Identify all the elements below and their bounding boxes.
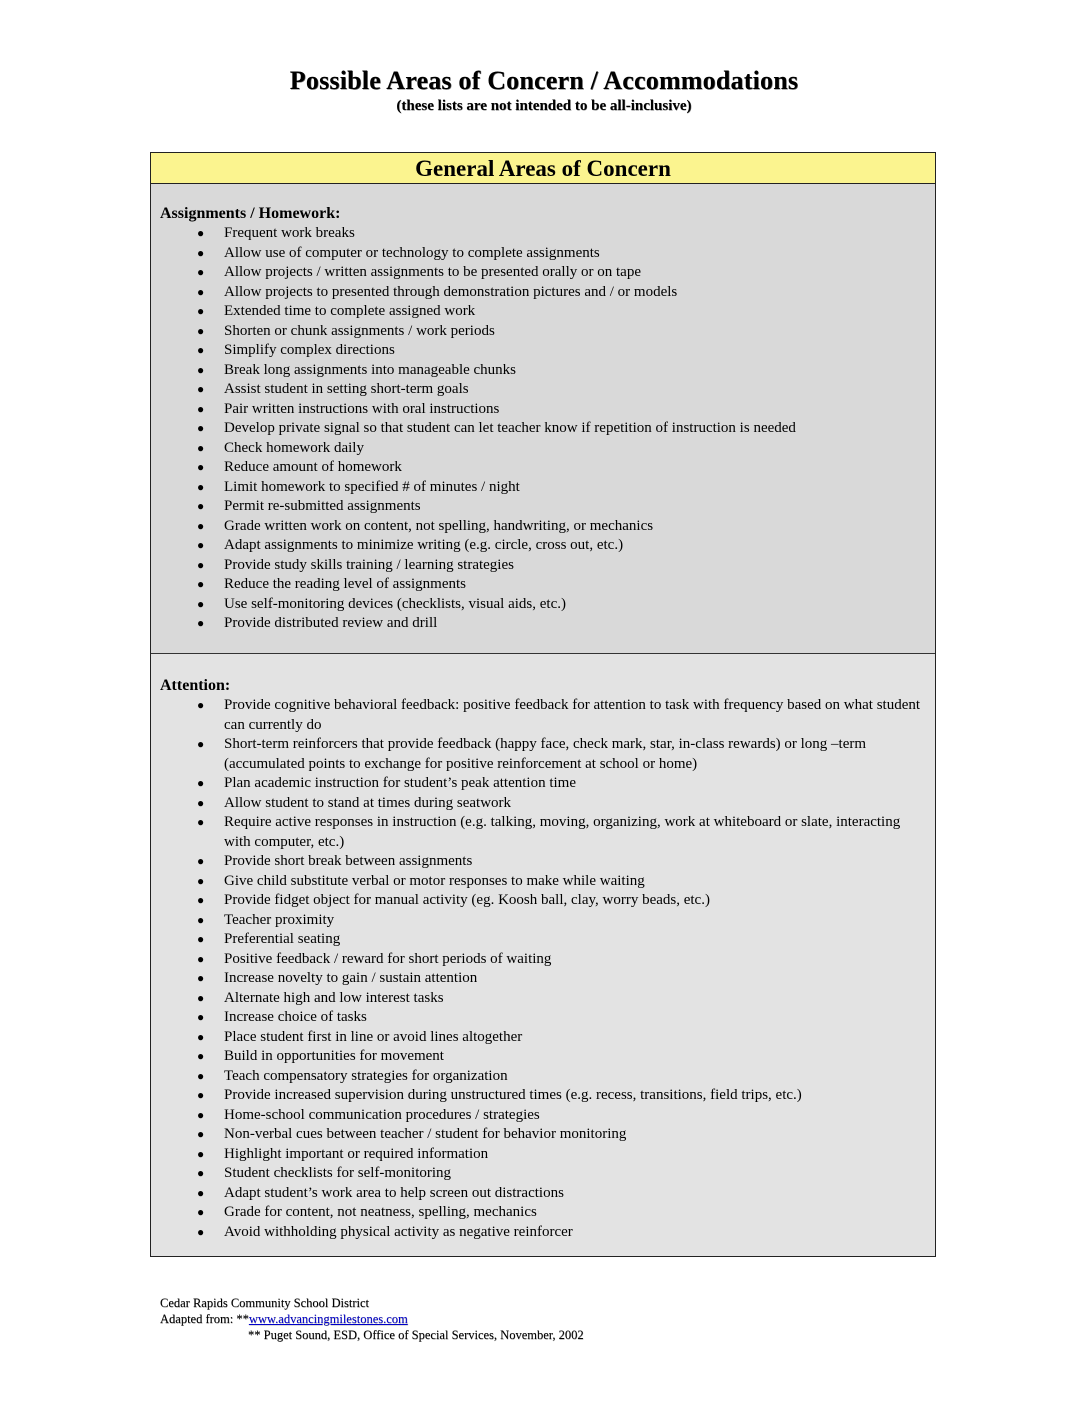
- list-item: [160, 400, 935, 420]
- list-item: [160, 696, 935, 735]
- list-item: [160, 1223, 935, 1243]
- bullet-list: [160, 696, 935, 1242]
- list-item-text: Provide study skills training / learning strategies: [224, 556, 514, 573]
- list-item-text: Avoid withholding physical activity as negative reinforcer: [224, 1223, 573, 1240]
- list-item: [160, 575, 935, 595]
- list-item-text: Reduce the reading level of assignments: [224, 576, 467, 592]
- list-item: [160, 1164, 935, 1184]
- list-item: [160, 478, 935, 498]
- list-item: [160, 1028, 935, 1048]
- list-item: [160, 911, 935, 931]
- list-item-text: Provide fidget object for manual activity (eg. Koosh ball, clay, worry beads, etc.): [224, 892, 710, 908]
- list-item: [160, 361, 935, 381]
- list-item-text: Provide distributed review and drill: [224, 615, 438, 631]
- list-item-text: Break long assignments into manageable chunks: [224, 361, 517, 378]
- bullet-icon: ●: [197, 616, 205, 630]
- footer-adapted-prefix: Adapted from: **: [160, 1312, 249, 1326]
- bullet-icon: ●: [197, 577, 205, 591]
- list-item: [160, 302, 935, 322]
- list-item: [160, 989, 935, 1009]
- list-item-text: Simplify complex directions: [224, 342, 395, 358]
- list-item-text: Preferential seating: [224, 931, 341, 947]
- bullet-list: [160, 224, 935, 634]
- list-item: [160, 950, 935, 970]
- list-item: [160, 341, 935, 361]
- section-assignments-homework: [151, 184, 935, 654]
- list-item: [160, 439, 935, 459]
- bullet-icon: ●: [197, 1127, 205, 1141]
- bullet-icon: ●: [197, 1068, 205, 1083]
- list-item-text: Positive feedback / reward for short periods of waiting: [224, 950, 552, 967]
- list-item: [160, 517, 935, 537]
- list-item-text: Allow use of computer or technology to complete assignments: [224, 244, 600, 261]
- list-item-text: Plan academic instruction for student’s peak attention time: [224, 775, 576, 791]
- list-item-text: Increase novelty to gain / sustain attention: [224, 970, 478, 986]
- bullet-icon: ●: [197, 323, 205, 338]
- list-item-text: Place student first in line or avoid lines altogether: [224, 1028, 523, 1045]
- list-item: [160, 872, 935, 892]
- bullet-icon: ●: [197, 1224, 205, 1239]
- list-item-text: Short-term reinforcers that provide feedback (happy face, check mark, star, in-class rewards) or long –term (accumulated points to exchange for positive reinforcement at school or home): [224, 736, 867, 772]
- bullet-icon: ●: [197, 440, 205, 455]
- list-item: [160, 536, 935, 556]
- list-item: [160, 614, 935, 634]
- list-item-text: Student checklists for self-monitoring: [224, 1165, 452, 1181]
- list-item: [160, 244, 935, 264]
- footer-adapted: [160, 1311, 584, 1327]
- list-item-text: Require active responses in instruction (e.g. talking, moving, organizing, work at whiteboard or slate, interacting with computer, etc.): [224, 814, 901, 850]
- bullet-icon: ●: [197, 1049, 205, 1063]
- page-subtitle: (these lists are not intended to be all-inclusive): [396, 98, 692, 114]
- list-item-text: Frequent work breaks: [224, 225, 355, 241]
- list-item: [160, 1067, 935, 1087]
- list-item-text: Non-verbal cues between teacher / student for behavior monitoring: [224, 1126, 627, 1142]
- bullet-icon: ●: [197, 596, 205, 611]
- list-item: [160, 930, 935, 950]
- list-item: [160, 891, 935, 911]
- bullet-icon: ●: [197, 1166, 205, 1180]
- advancing-milestones-link[interactable]: www.advancingmilestones.com: [248, 1312, 408, 1326]
- bullet-icon: ●: [197, 951, 205, 966]
- footer-source: ** Puget Sound, ESD, Office of Special Services, November, 2002: [248, 1328, 584, 1342]
- list-item-text: Shorten or chunk assignments / work periods: [224, 322, 495, 339]
- bullet-icon: ●: [197, 893, 205, 907]
- list-item: [160, 322, 935, 342]
- list-item-text: Adapt assignments to minimize writing (e.g. circle, cross out, etc.): [224, 537, 624, 553]
- list-item-text: Grade written work on content, not spelling, handwriting, or mechanics: [224, 517, 654, 534]
- list-item-text: Pair written instructions with oral instructions: [224, 400, 500, 417]
- list-item-text: Allow projects to presented through demonstration pictures and / or models: [224, 283, 678, 300]
- footer-district: Cedar Rapids Community School District: [160, 1296, 370, 1310]
- section-heading: Assignments / Homework:: [160, 205, 341, 222]
- section-attention: [151, 654, 935, 1242]
- list-item: [160, 224, 935, 244]
- concerns-table: [150, 152, 936, 1257]
- bullet-icon: ●: [197, 460, 205, 474]
- list-item-text: Give child substitute verbal or motor responses to make while waiting: [224, 872, 645, 889]
- bullet-icon: ●: [197, 1010, 205, 1024]
- bullet-icon: ●: [197, 245, 205, 260]
- list-item-text: Adapt student’s work area to help screen out distractions: [224, 1184, 564, 1201]
- bullet-icon: ●: [197, 971, 205, 985]
- bullet-icon: ●: [197, 854, 205, 868]
- bullet-icon: ●: [197, 343, 205, 357]
- list-item: [160, 813, 935, 852]
- bullet-icon: ●: [197, 284, 205, 299]
- list-item-text: Alternate high and low interest tasks: [224, 989, 444, 1006]
- bullet-icon: ●: [197, 737, 205, 751]
- bullet-icon: ●: [197, 479, 205, 494]
- list-item: [160, 556, 935, 576]
- bullet-icon: ●: [197, 1185, 205, 1200]
- list-item: [160, 595, 935, 615]
- list-item: [160, 1184, 935, 1204]
- list-item-text: Check homework daily: [224, 439, 364, 456]
- list-item: [160, 774, 935, 794]
- page-title: Possible Areas of Concern / Accommodations: [289, 66, 799, 95]
- list-item-text: Reduce amount of homework: [224, 459, 402, 475]
- list-item: [160, 1106, 935, 1126]
- list-item: [160, 852, 935, 872]
- bullet-icon: ●: [197, 557, 205, 572]
- bullet-icon: ●: [197, 698, 205, 712]
- bullet-icon: ●: [197, 795, 205, 810]
- bullet-icon: ●: [197, 421, 205, 435]
- list-item-text: Allow student to stand at times during seatwork: [224, 794, 512, 811]
- list-item-text: Assist student in setting short-term goals: [224, 381, 469, 397]
- list-item-text: Extended time to complete assigned work: [224, 303, 476, 319]
- list-item: [160, 458, 935, 478]
- list-item-text: Increase choice of tasks: [224, 1009, 367, 1025]
- list-item: [160, 283, 935, 303]
- list-item-text: Allow projects / written assignments to be presented orally or on tape: [224, 264, 641, 280]
- list-item-text: Provide short break between assignments: [224, 853, 473, 869]
- bullet-icon: ●: [197, 1146, 205, 1161]
- list-item: [160, 497, 935, 517]
- bullet-icon: ●: [197, 304, 205, 318]
- bullet-icon: ●: [197, 499, 205, 513]
- list-item-text: Provide cognitive behavioral feedback: positive feedback for attention to task with frequency based on what student can currently do: [224, 697, 921, 733]
- footer: [160, 1295, 584, 1343]
- list-item: [160, 1086, 935, 1106]
- list-item: [160, 263, 935, 283]
- list-item: [160, 1125, 935, 1145]
- list-item: [160, 380, 935, 400]
- bullet-icon: ●: [197, 912, 205, 927]
- list-item-text: Teacher proximity: [224, 911, 335, 928]
- bullet-icon: ●: [197, 1107, 205, 1122]
- bullet-icon: ●: [197, 1029, 205, 1044]
- list-item: [160, 969, 935, 989]
- bullet-icon: ●: [197, 1205, 205, 1219]
- list-item: [160, 1145, 935, 1165]
- list-item: [160, 1203, 935, 1223]
- bullet-icon: ●: [197, 362, 205, 377]
- list-item-text: Limit homework to specified # of minutes / night: [224, 478, 520, 495]
- section-heading: Attention:: [160, 677, 231, 694]
- bullet-icon: ●: [197, 776, 205, 790]
- list-item-text: Use self-monitoring devices (checklists, visual aids, etc.): [224, 595, 566, 612]
- list-item: [160, 1008, 935, 1028]
- list-item-text: Home-school communication procedures / strategies: [224, 1106, 540, 1123]
- list-item: [160, 419, 935, 439]
- bullet-icon: ●: [197, 518, 205, 533]
- list-item-text: Highlight important or required information: [224, 1145, 489, 1162]
- list-item-text: Grade for content, not neatness, spelling, mechanics: [224, 1204, 537, 1220]
- bullet-icon: ●: [197, 815, 205, 829]
- bullet-icon: ●: [197, 932, 205, 946]
- bullet-icon: ●: [197, 1088, 205, 1102]
- table-header: General Areas of Concern: [151, 153, 935, 184]
- bullet-icon: ●: [197, 990, 205, 1005]
- list-item-text: Permit re-submitted assignments: [224, 498, 421, 514]
- list-item-text: Provide increased supervision during unstructured times (e.g. recess, transitions, field trips, etc.): [224, 1087, 802, 1103]
- bullet-icon: ●: [197, 382, 205, 396]
- bullet-icon: ●: [197, 226, 205, 240]
- bullet-icon: ●: [197, 873, 205, 888]
- list-item-text: Develop private signal so that student can let teacher know if repetition of instruction is needed: [224, 420, 796, 436]
- bullet-icon: ●: [197, 401, 205, 416]
- bullet-icon: ●: [197, 538, 205, 552]
- list-item: [160, 735, 935, 774]
- list-item: [160, 1047, 935, 1067]
- list-item: [160, 794, 935, 814]
- bullet-icon: ●: [197, 265, 205, 279]
- list-item-text: Teach compensatory strategies for organization: [224, 1067, 508, 1084]
- list-item-text: Build in opportunities for movement: [224, 1048, 444, 1064]
